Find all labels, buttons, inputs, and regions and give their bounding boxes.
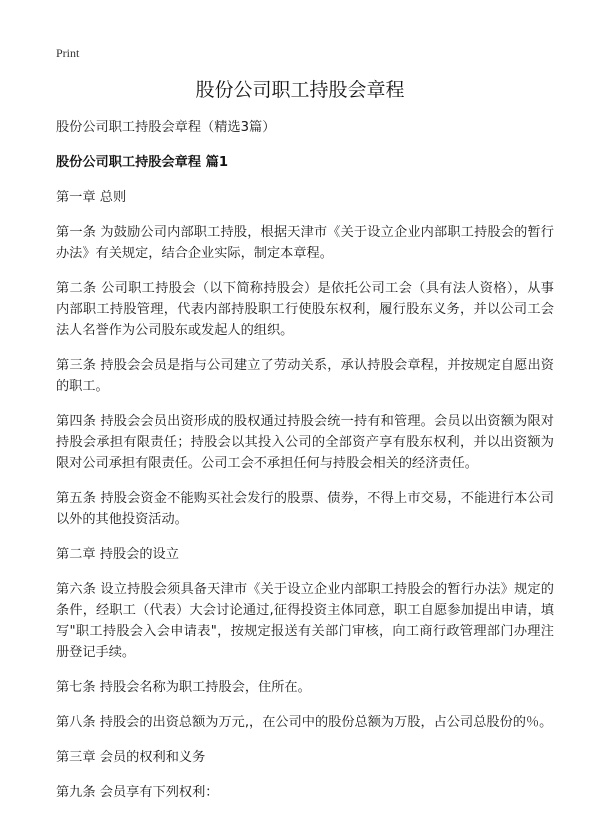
article-paragraph: 第八条 持股会的出资总额为万元,，在公司中的股份总额为万股，占公司总股份的％。 — [56, 715, 553, 730]
article-paragraph: 第五条 持股会资金不能购买社会发行的股票、债券，不得上市交易，不能进行本公司以外的其他投资活动。 — [56, 491, 554, 527]
chapter-heading: 第三章 会员的权利和义务 — [56, 750, 206, 765]
section-heading: 股份公司职工持股会章程 篇1 — [56, 155, 229, 170]
print-label: Print — [56, 46, 80, 60]
article-paragraph: 第六条 设立持股会须具备天津市《关于设立企业内部职工持股会的暂行办法》规定的条件，经职工（代表）大会讨论通过,征得投资主体同意，职工自愿参加提出申请，填写"职工持股会入会申请表"，按规定报送有关部门审核，向工商行政管理部门办理注册登记手续。 — [56, 582, 554, 660]
document-body — [56, 117, 554, 817]
article-paragraph: 第四条 持股会会员出资形成的股权通过持股会统一持有和管理。会员以出资额为限对持股会承担有限责任；持股会以其投入公司的全部资产享有股东权利，并以出资额为限对公司承担有限责任。公司工会不承担任何与持股会相关的经济责任。 — [56, 414, 554, 471]
article-paragraph: 第七条 持股会名称为职工持股会，住所在。 — [56, 680, 311, 695]
chapter-heading: 第一章 总则 — [56, 190, 127, 205]
article-paragraph: 第九条 会员享有下列权利： — [56, 785, 219, 800]
article-paragraph: 第二条 公司职工持股会（以下简称持股会）是依托公司工会（具有法人资格），从事内部职工持股管理，代表内部持股职工行使股东权利，履行股东义务，并以公司工会法人名誉作为公司股东或发起人的组织。 — [56, 281, 554, 338]
article-paragraph: 第三条 持股会会员是指与公司建立了劳动关系，承认持股会章程，并按规定自愿出资的职工。 — [56, 358, 554, 394]
chapter-heading: 第二章 持股会的设立 — [56, 547, 179, 562]
document-title: 股份公司职工持股会章程 — [195, 79, 405, 101]
document-subtitle: 股份公司职工持股会章程（精选3篇） — [56, 120, 276, 135]
article-paragraph: 第一条 为鼓励公司内部职工持股，根据天津市《关于设立企业内部职工持股会的暂行办法》有关规定，结合企业实际，制定本章程。 — [56, 225, 554, 261]
